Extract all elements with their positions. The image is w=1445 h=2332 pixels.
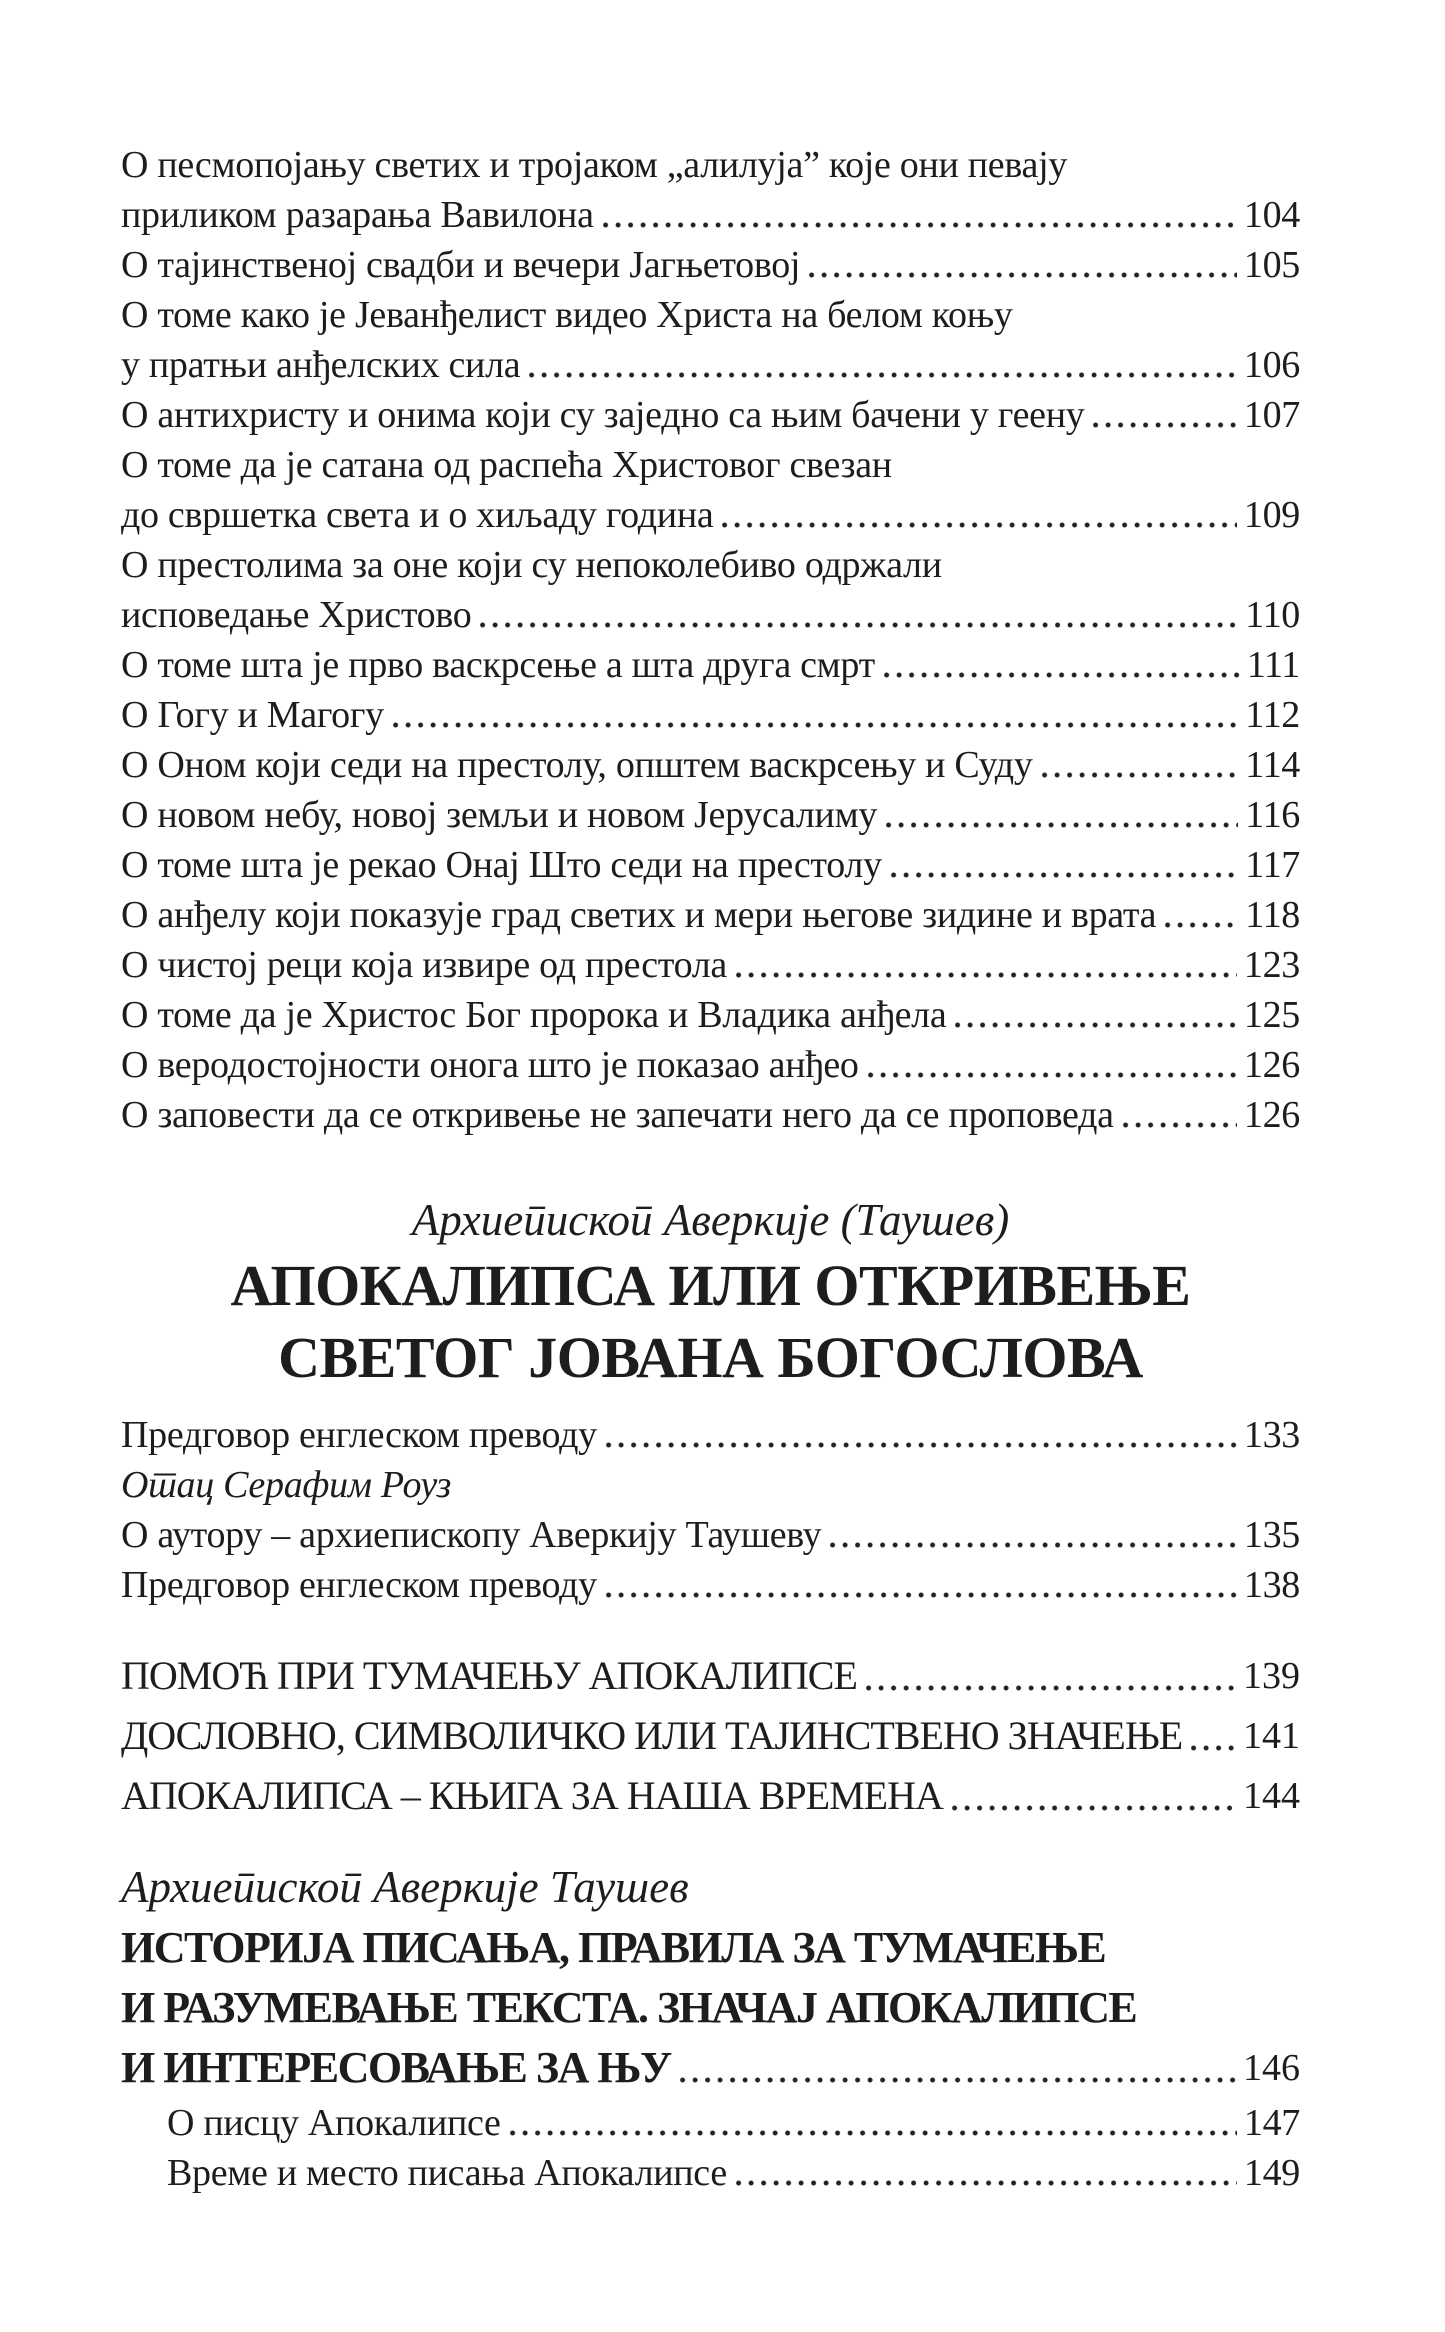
dot-leader — [891, 872, 1239, 878]
toc-section-caps — [121, 1646, 1300, 1826]
toc-entry — [121, 1090, 1300, 1140]
toc-entry-text: О престолима за оне који су непоколебиво одржали — [121, 544, 942, 586]
page-number: 139 — [1243, 1655, 1300, 1697]
toc-entry-text: у пратњи анђелских сила — [121, 344, 521, 386]
toc-section-middle — [121, 1410, 1300, 1610]
toc-entry — [121, 890, 1300, 940]
page-number: 111 — [1246, 644, 1300, 686]
dot-leader — [955, 1022, 1236, 1028]
toc-entry — [121, 940, 1300, 990]
page-number: 109 — [1243, 494, 1300, 536]
section-author: Архиепископ Аверкије Таушев — [121, 1862, 689, 1912]
page-number: 133 — [1243, 1414, 1300, 1456]
dot-leader — [1042, 772, 1239, 778]
page-number: 123 — [1243, 944, 1300, 986]
toc-entry-text: приликом разарања Вавилона — [121, 194, 594, 236]
toc-entry-text: О антихристу и онима који су заједно са њим бачени у геену — [121, 394, 1085, 436]
dot-leader — [680, 2077, 1236, 2083]
toc-entry-text: Предговор енглеском преводу — [121, 1564, 597, 1606]
toc-entry — [121, 590, 1300, 640]
toc-entry — [121, 790, 1300, 840]
dot-leader — [722, 522, 1236, 528]
toc-entry — [121, 990, 1300, 1040]
dot-leader — [866, 1685, 1236, 1691]
toc-entry — [121, 140, 1300, 190]
dot-leader — [952, 1805, 1236, 1811]
toc-entry — [121, 540, 1300, 590]
toc-entry-text: Предговор енглеском преводу — [121, 1414, 597, 1456]
dot-leader — [886, 822, 1238, 828]
toc-entry — [121, 640, 1300, 690]
dot-leader — [868, 1072, 1237, 1078]
dot-leader — [736, 2180, 1237, 2186]
toc-entry — [121, 340, 1300, 390]
toc-entry-text: О заповести да се откривење не запечати него да се проповеда — [121, 1094, 1114, 1136]
toc-entry — [121, 240, 1300, 290]
toc-author-line — [121, 1460, 1300, 1510]
toc-entry-text: О Гогу и Магогу — [121, 694, 384, 736]
toc-entry-text: О песмопојању светих и тројаком „алилуја” које они певају — [121, 144, 1068, 186]
toc-entry — [121, 1560, 1300, 1610]
section-author: Архиепископ Аверкије (Таушев) — [411, 1195, 1010, 1245]
toc-entry-text: АПОКАЛИПСА – КЊИГА ЗА НАША ВРЕМЕНА — [121, 1773, 943, 1818]
toc-entry-text: исповедање Христово — [121, 594, 472, 636]
toc-entry — [121, 2098, 1300, 2148]
toc-entry — [121, 1646, 1300, 1706]
toc-entry — [121, 1706, 1300, 1766]
toc-entry-text: О томе како је Јеванђелист видео Христа на белом коњу — [121, 294, 1013, 336]
toc-entry-text: Време и место писања Апокалипсе — [167, 2152, 727, 2194]
dot-leader — [1165, 922, 1238, 928]
toc-entry-text: до свршетка света и о хиљаду година — [121, 494, 714, 536]
dot-leader — [884, 672, 1240, 678]
dot-leader — [1093, 422, 1236, 428]
page-number: 135 — [1243, 1514, 1300, 1556]
toc-entry — [121, 1510, 1300, 1560]
section-title-line2: СВЕТОГ ЈОВАНА БОГОСЛОВА — [278, 1325, 1143, 1390]
page-number: 104 — [1243, 194, 1300, 236]
toc-entry — [121, 440, 1300, 490]
toc-entry — [121, 1410, 1300, 1460]
toc-entry-text: ДОСЛОВНО, СИМВОЛИЧКО ИЛИ ТАЈИНСТВЕНО ЗНАЧЕЊЕ — [121, 1713, 1183, 1758]
dot-leader — [1191, 1745, 1236, 1751]
dot-leader — [529, 372, 1237, 378]
section-heading-apokalipsa — [121, 1190, 1300, 1394]
page-number: 126 — [1243, 1044, 1300, 1086]
toc-entry — [121, 2148, 1300, 2198]
page-number: 147 — [1243, 2102, 1300, 2144]
dot-leader — [393, 722, 1238, 728]
page-number: 114 — [1245, 744, 1300, 786]
dot-leader — [1123, 1122, 1237, 1128]
page-number: 146 — [1243, 2047, 1300, 2089]
page-number: 117 — [1245, 844, 1300, 886]
toc-entry — [121, 1040, 1300, 1090]
dot-leader — [603, 222, 1237, 228]
toc-entry-text: Отац Серафим Роуз — [121, 1464, 451, 1506]
page-number: 149 — [1243, 2152, 1300, 2194]
toc-entry-text: О томе шта је прво васкрсење а шта друга смрт — [121, 644, 875, 686]
toc-entry-text: О чистој реци која извире од престола — [121, 944, 727, 986]
section-title-line1: ИСТОРИЈА ПИСАЊА, ПРАВИЛА ЗА ТУМАЧЕЊЕ — [121, 1923, 1106, 1972]
dot-leader — [510, 2130, 1237, 2136]
toc-entry — [121, 390, 1300, 440]
toc-section-top — [121, 140, 1300, 1140]
toc-entry-text: О томе да је Христос Бог пророка и Владика анђела — [121, 994, 947, 1036]
toc-entry — [121, 740, 1300, 790]
toc-entry — [121, 690, 1300, 740]
page-number: 138 — [1243, 1564, 1300, 1606]
page-number: 125 — [1243, 994, 1300, 1036]
toc-entry — [121, 190, 1300, 240]
section-title-line1: АПОКАЛИПСА ИЛИ ОТКРИВЕЊЕ — [230, 1253, 1191, 1318]
section-title-line3: И ИНТЕРЕСОВАЊЕ ЗА ЊУ — [121, 2043, 671, 2092]
dot-leader — [606, 1442, 1237, 1448]
toc-entry — [121, 2038, 1300, 2098]
toc-entry-text: О новом небу, новој земљи и новом Јерусалиму — [121, 794, 878, 836]
dot-leader — [606, 1592, 1237, 1598]
dot-leader — [809, 272, 1237, 278]
toc-entry-text: ПОМОЋ ПРИ ТУМАЧЕЊУ АПОКАЛИПСЕ — [121, 1653, 857, 1698]
dot-leader — [736, 972, 1237, 978]
toc-entry-text: О писцу Апокалипсе — [167, 2102, 501, 2144]
section-heading-istorija — [121, 1856, 1300, 2098]
page-number: 105 — [1243, 244, 1300, 286]
toc-entry-text: О веродостојности онога што је показао анђео — [121, 1044, 859, 1086]
page-number: 106 — [1243, 344, 1300, 386]
toc-entry-text: О Оном који седи на престолу, општем васкрсењу и Суду — [121, 744, 1033, 786]
dot-leader — [830, 1542, 1237, 1548]
toc-entry — [121, 1766, 1300, 1826]
page-number: 141 — [1243, 1715, 1300, 1757]
dot-leader — [480, 622, 1238, 628]
toc-section-bottom — [121, 2098, 1300, 2198]
toc-entry-text: О томе шта је рекао Онај Што седи на престолу — [121, 844, 882, 886]
section-title-line2: И РАЗУМЕВАЊЕ ТЕКСТА. ЗНАЧАЈ АПОКАЛИПСЕ — [121, 1983, 1137, 2032]
page-number: 107 — [1243, 394, 1300, 436]
page-number: 116 — [1245, 794, 1300, 836]
toc-entry — [121, 840, 1300, 890]
toc-entry-text: О аутору – архиепископу Аверкију Таушеву — [121, 1514, 822, 1556]
page-number: 144 — [1243, 1775, 1300, 1817]
toc-entry — [121, 490, 1300, 540]
page-number: 110 — [1245, 594, 1300, 636]
toc-entry-text: О тајинственој свадби и вечери Јагњетовој — [121, 244, 801, 286]
toc-entry — [121, 290, 1300, 340]
page-number: 112 — [1245, 694, 1300, 736]
toc-entry-text: О томе да је сатана од распећа Христовог свезан — [121, 444, 892, 486]
page-number: 118 — [1245, 894, 1300, 936]
toc-entry-text: О анђелу који показује град светих и мери његове зидине и врата — [121, 894, 1157, 936]
page-number: 126 — [1243, 1094, 1300, 1136]
